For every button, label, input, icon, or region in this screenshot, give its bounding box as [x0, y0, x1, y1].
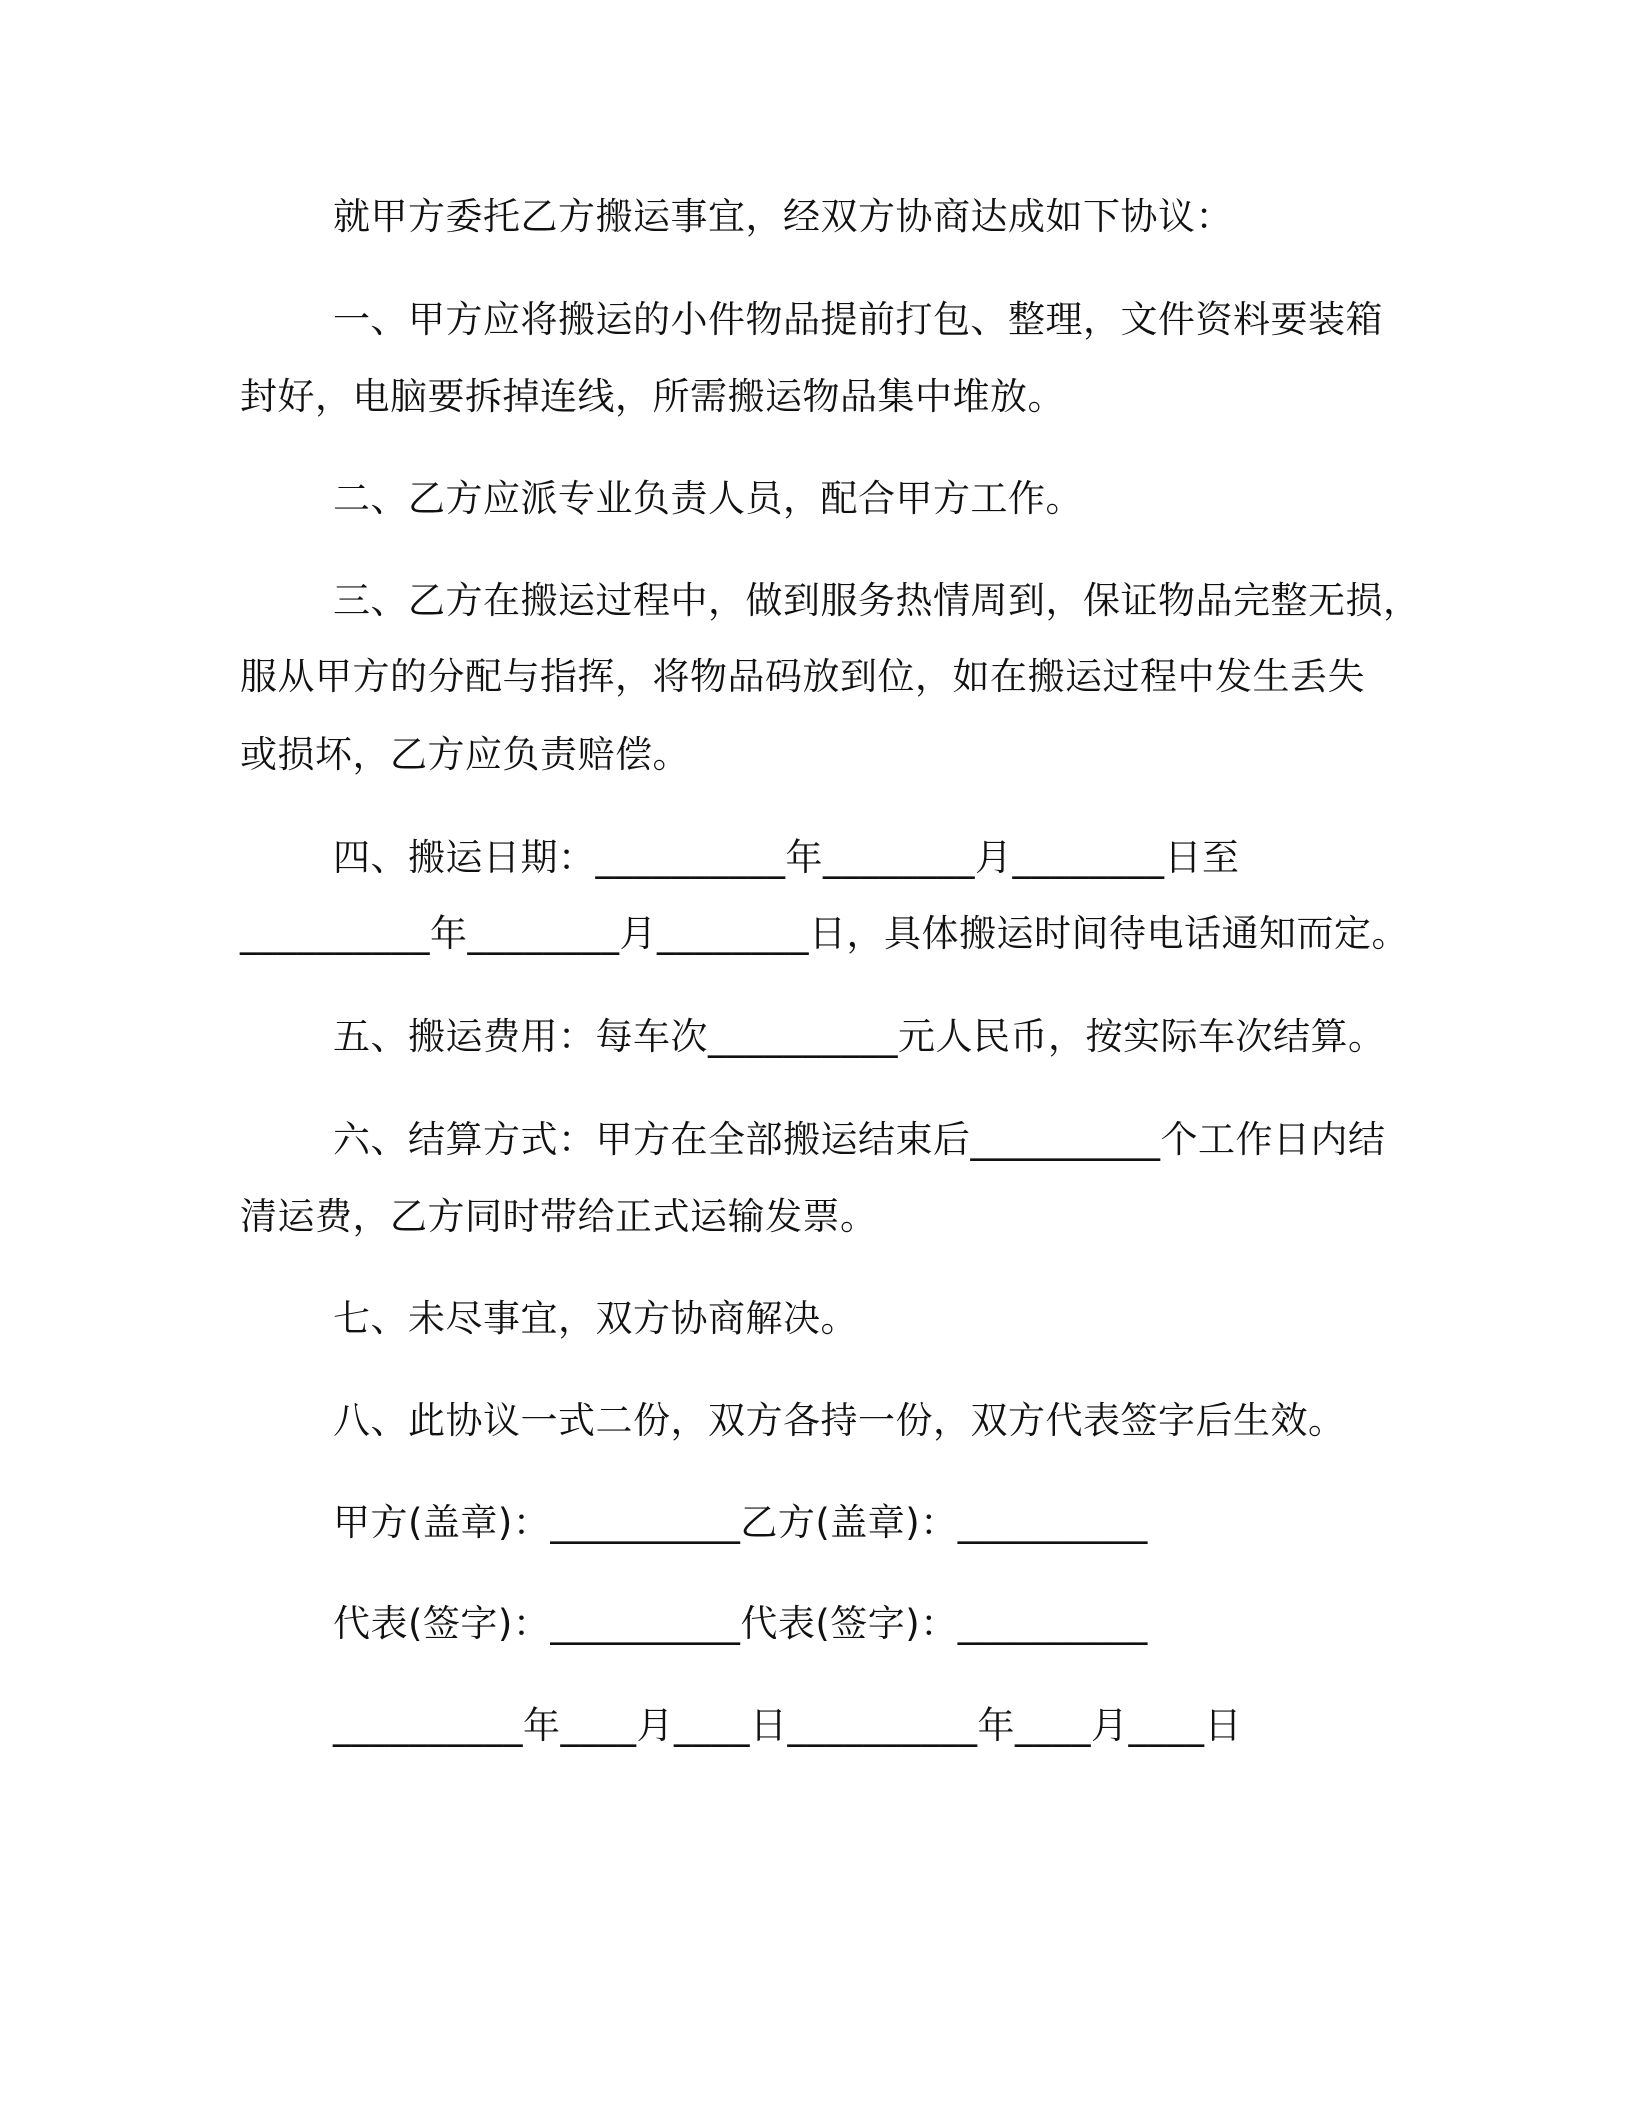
clause-5-line-1: 五、搬运费用：每车次__________元人民币，按实际车次结算。 — [333, 1015, 1386, 1058]
clause-8-line-1: 八、此协议一式二份，双方各持一份，双方代表签字后生效。 — [333, 1399, 1346, 1442]
clause-4-line-2: __________年________月________日，具体搬运时间待电话通知而定。 — [240, 912, 1409, 955]
clause-1-line-2: 封好，电脑要拆掉连线，所需搬运物品集中堆放。 — [240, 375, 1065, 418]
clause-3-line-3: 或损坏，乙方应负责赔偿。 — [240, 733, 690, 776]
clause-7-line-1: 七、未尽事宜，双方协商解决。 — [333, 1297, 858, 1340]
clause-6-line-2: 清运费，乙方同时带给正式运输发票。 — [240, 1195, 878, 1238]
signature-date-line: __________年____月____日__________年____月____日 — [333, 1704, 1242, 1747]
clause-1-line-1: 一、甲方应将搬运的小件物品提前打包、整理，文件资料要装箱 — [333, 298, 1383, 341]
clause-3-line-2: 服从甲方的分配与指挥，将物品码放到位，如在搬运过程中发生丢失 — [240, 655, 1365, 698]
clause-6-line-1: 六、结算方式：甲方在全部搬运结束后__________个工作日内结 — [333, 1118, 1386, 1161]
clause-4-line-1: 四、搬运日期：__________年________月________日至 — [333, 836, 1240, 879]
intro-paragraph: 就甲方委托乙方搬运事宜，经双方协商达成如下协议： — [333, 195, 1233, 238]
clause-2-line-1: 二、乙方应派专业负责人员，配合甲方工作。 — [333, 477, 1083, 520]
seal-line: 甲方(盖章)：__________乙方(盖章)：__________ — [333, 1501, 1148, 1544]
representative-signature-line: 代表(签字)：__________代表(签字)：__________ — [333, 1602, 1148, 1645]
clause-3-line-1: 三、乙方在搬运过程中，做到服务热情周到，保证物品完整无损， — [333, 579, 1421, 622]
